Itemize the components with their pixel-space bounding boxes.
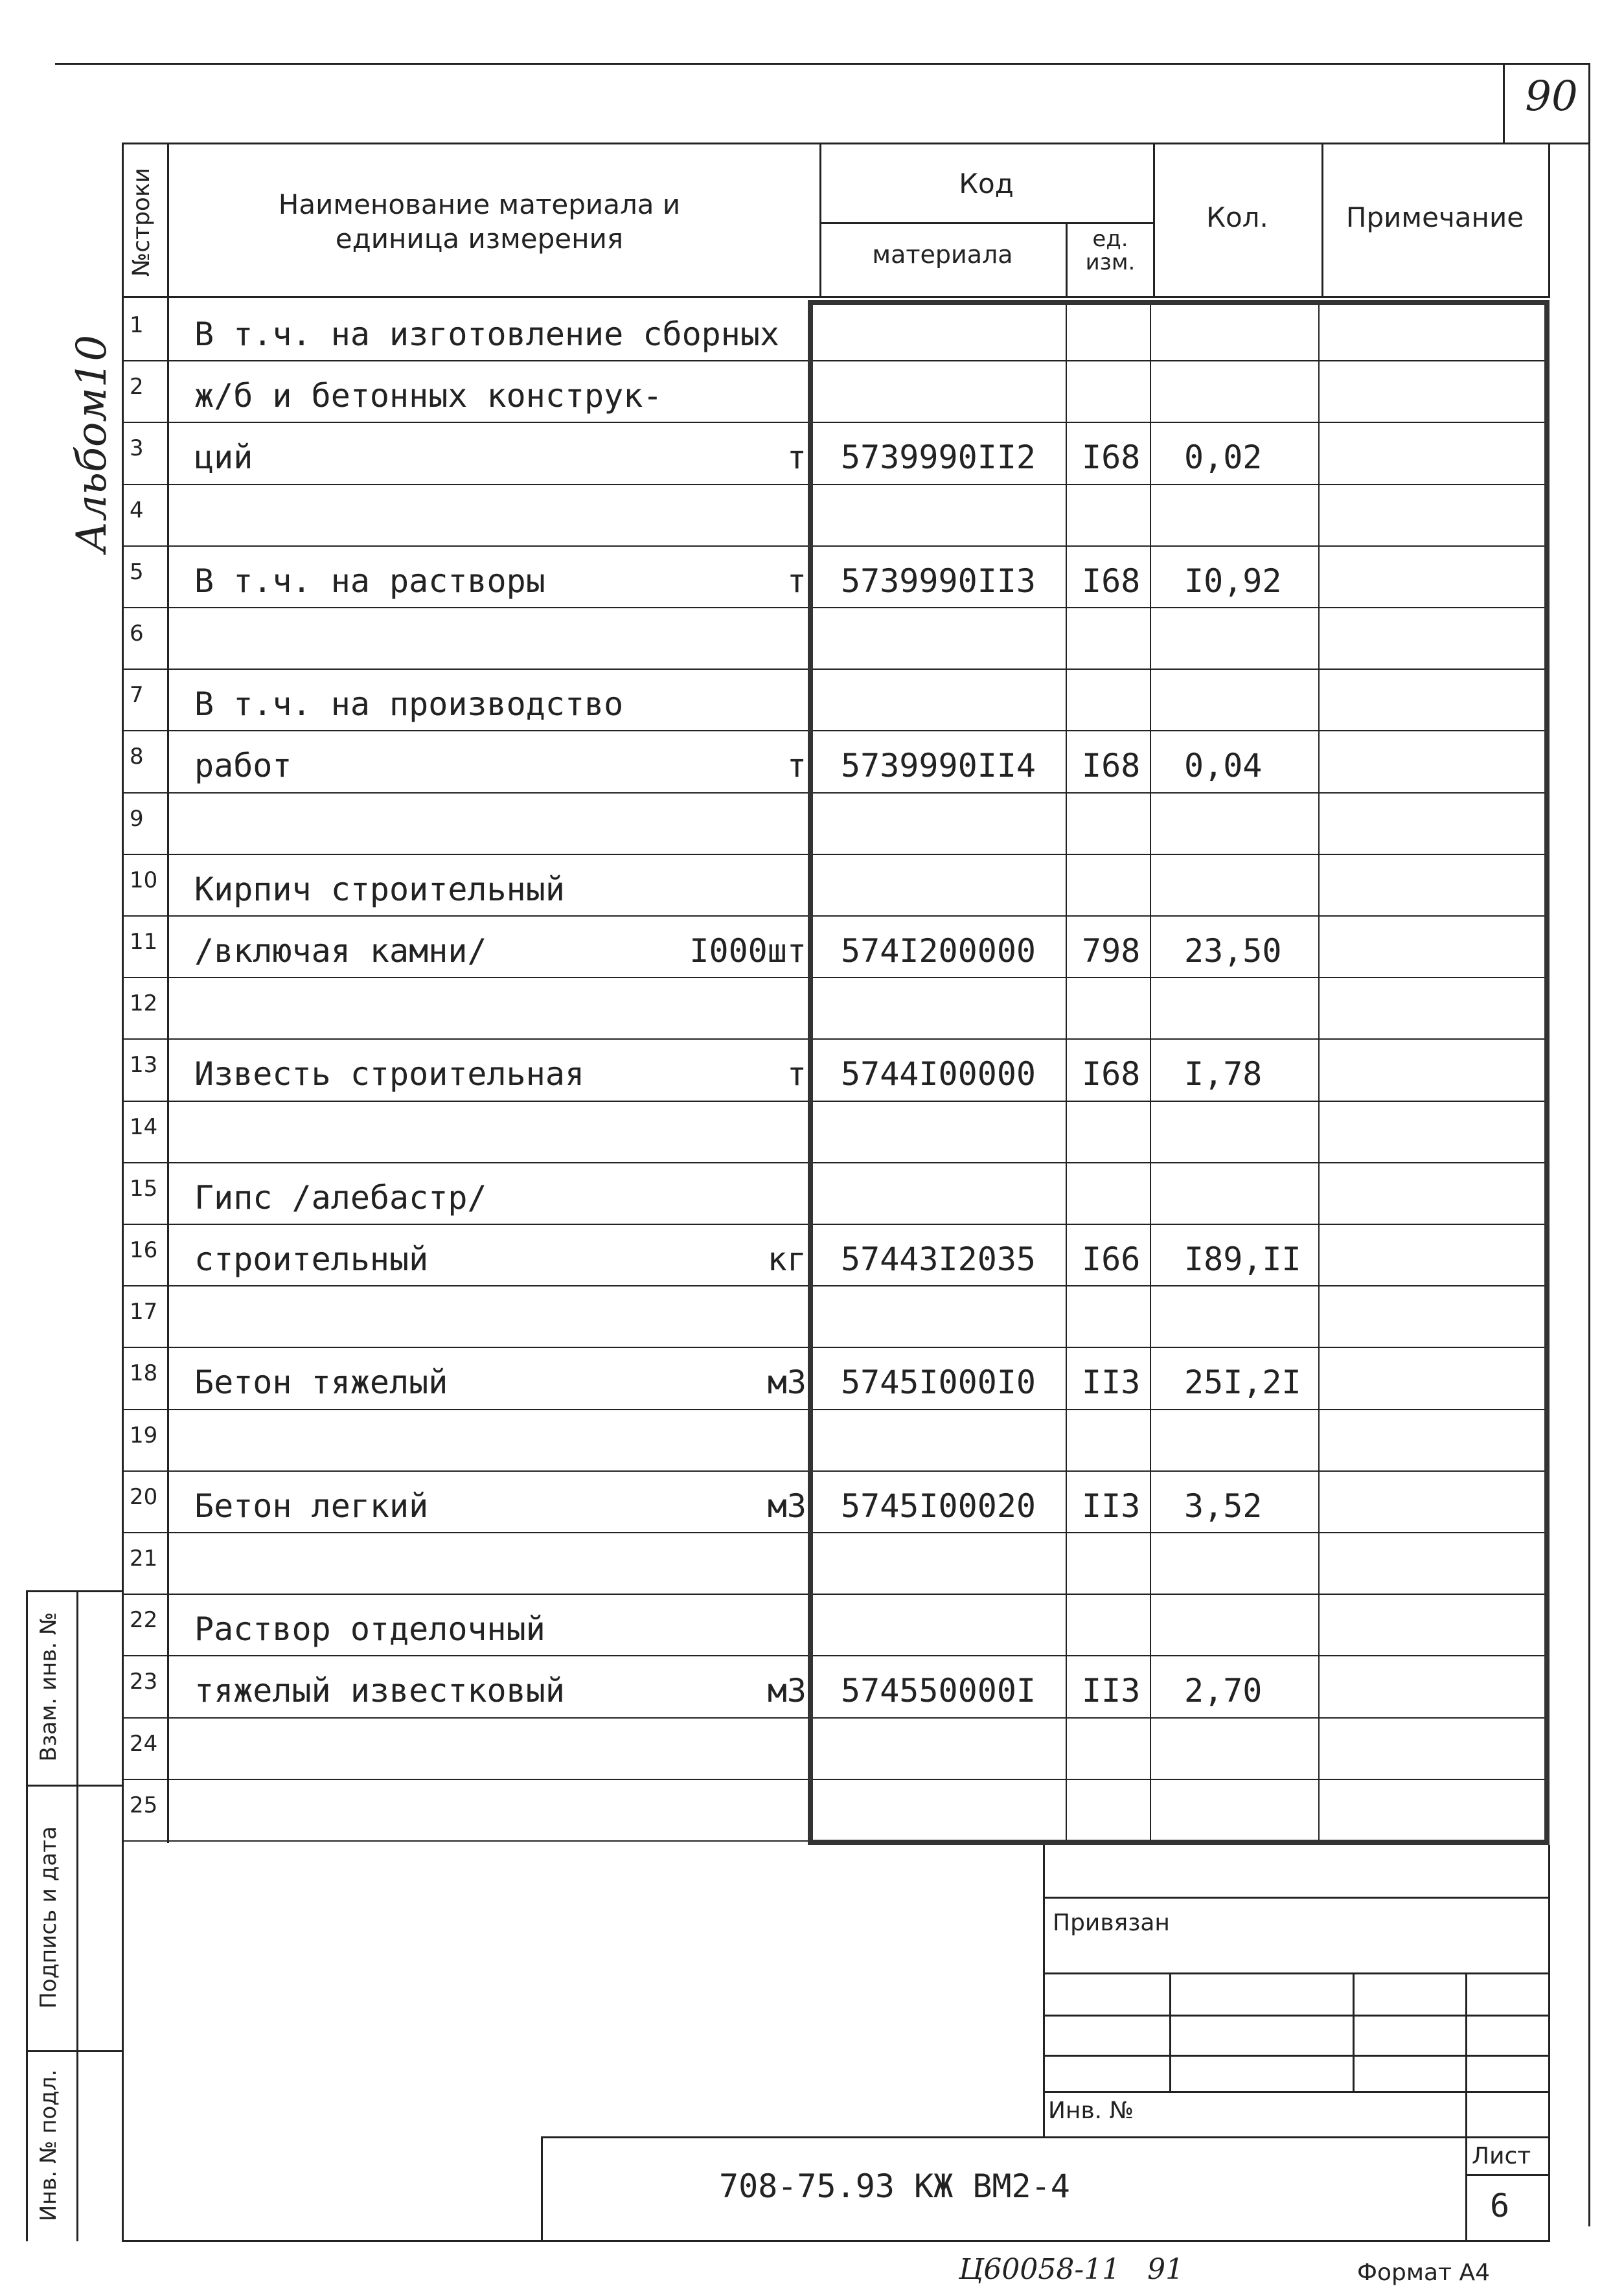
- unit-code: II3: [1082, 1364, 1141, 1401]
- material-name: Бетон тяжелый: [194, 1364, 448, 1401]
- row-number: 4: [130, 497, 144, 523]
- inv-no-label: Инв. №: [1048, 2097, 1134, 2124]
- material-code: 5744I00000: [841, 1055, 1036, 1093]
- quantity: 3,52: [1184, 1487, 1263, 1525]
- material-code: 574550000I: [841, 1672, 1036, 1709]
- unit-code: I68: [1082, 1055, 1141, 1093]
- material-name: строительный: [194, 1240, 429, 1278]
- material-name: В т.ч. на изготовление сборных: [194, 315, 780, 353]
- row-number: 24: [130, 1731, 158, 1757]
- stamp-rule: [1043, 1972, 1548, 1974]
- privyazan-label: Привязан: [1053, 1910, 1170, 1936]
- frame-left: [122, 143, 124, 2241]
- stamp-left: [1043, 1845, 1045, 2138]
- row-number: 25: [130, 1792, 158, 1818]
- handwritten-archive-number: Ц60058-11 91: [959, 2253, 1184, 2286]
- format-label: Формат А4: [1357, 2259, 1491, 2286]
- material-name: /включая камни/: [194, 932, 487, 970]
- title-block-bottom: [122, 2240, 1550, 2242]
- row-number: 14: [130, 1114, 158, 1140]
- unit-of-measure: т: [786, 747, 806, 784]
- unit-of-measure: м3: [767, 1364, 806, 1401]
- material-name: Гипс /алебастр/: [194, 1179, 487, 1217]
- stamp-rule: [1043, 2015, 1548, 2017]
- title-block-left: [541, 2136, 543, 2241]
- material-name: Кирпич строительный: [194, 871, 565, 908]
- title-block-top: [541, 2136, 1548, 2138]
- unit-code: I66: [1082, 1240, 1141, 1278]
- unit-of-measure: т: [786, 1055, 806, 1093]
- row-number: 18: [130, 1360, 158, 1386]
- row-number: 19: [130, 1423, 158, 1448]
- top-rule: [55, 63, 1590, 65]
- vzam-inv-label: Взам. инв. №: [36, 1612, 62, 1762]
- frame-top: [123, 143, 1590, 144]
- frame-right-outer: [1588, 63, 1590, 2226]
- material-name: ж/б и бетонных конструк-: [194, 377, 663, 415]
- unit-code: II3: [1082, 1487, 1141, 1525]
- row-number: 13: [130, 1052, 158, 1078]
- quantity: I89,II: [1184, 1240, 1301, 1278]
- podpis-data-label: Подпись и дата: [36, 1826, 62, 2009]
- title-block-right: [1548, 1845, 1550, 2241]
- material-name: тяжелый известковый: [194, 1672, 565, 1709]
- unit-code-header: ед. изм.: [1085, 226, 1136, 275]
- quantity: 2,70: [1184, 1672, 1263, 1709]
- material-code: 574I200000: [841, 932, 1036, 970]
- note-header: Примечание: [1345, 201, 1524, 233]
- stamp-rule: [1043, 2055, 1548, 2057]
- stamp-divider: [1353, 1972, 1355, 2091]
- side-frame-inner: [76, 1590, 78, 2241]
- row-number: 6: [130, 621, 144, 646]
- list-cell-rule: [1465, 2174, 1548, 2176]
- header-sub-rule: [819, 222, 1153, 224]
- row-number: 16: [130, 1237, 158, 1263]
- row-number: 1: [130, 312, 144, 338]
- stamp-rule: [1043, 2091, 1548, 2093]
- unit-code: I68: [1082, 747, 1141, 784]
- row-number: 3: [130, 435, 144, 461]
- unit-code: I68: [1082, 562, 1141, 600]
- quantity: 23,50: [1184, 932, 1282, 970]
- list-label: Лист: [1472, 2143, 1531, 2169]
- stamp-divider: [1465, 1972, 1467, 2241]
- row-number: 12: [130, 990, 158, 1016]
- row-number: 8: [130, 744, 144, 770]
- list-number: 6: [1490, 2187, 1510, 2224]
- row-number: 20: [130, 1484, 158, 1510]
- page-number-box-left: [1503, 63, 1505, 144]
- code-block-frame: [808, 300, 1550, 1845]
- header-col-divider: [1548, 143, 1550, 298]
- quantity: I0,92: [1184, 562, 1282, 600]
- unit-code: I68: [1082, 439, 1141, 476]
- inv-podl-label: Инв. № подл.: [36, 2069, 62, 2222]
- row-number: 5: [130, 559, 144, 585]
- side-frame-left: [26, 1590, 28, 2241]
- unit-of-measure: I000шт: [689, 932, 806, 970]
- row-number: 15: [130, 1176, 158, 1202]
- unit-of-measure: м3: [767, 1487, 806, 1525]
- quantity: 0,02: [1184, 439, 1263, 476]
- material-name: В т.ч. на растворы: [194, 562, 545, 600]
- document-designation: 708-75.93 КЖ ВМ2-4: [719, 2167, 1070, 2205]
- quantity: 0,04: [1184, 747, 1263, 784]
- header-bottom: [122, 296, 1550, 298]
- material-code-header: материала: [872, 240, 1013, 269]
- quantity: I,78: [1184, 1055, 1263, 1093]
- material-code: 5739990II2: [841, 439, 1036, 476]
- unit-code: 798: [1082, 932, 1141, 970]
- unit-of-measure: кг: [767, 1240, 806, 1278]
- row-number: 7: [130, 682, 144, 708]
- unit-code: II3: [1082, 1672, 1141, 1709]
- material-name: В т.ч. на производство: [194, 685, 624, 723]
- side-frame-rule: [26, 1785, 123, 1787]
- stamp-divider: [1169, 1972, 1171, 2091]
- row-number: 22: [130, 1607, 158, 1633]
- material-name-header: Наименование материала и единица измерения: [278, 189, 681, 255]
- code-header: Код: [959, 168, 1014, 200]
- header-col-divider: [167, 143, 169, 1843]
- row-number: 9: [130, 806, 144, 832]
- material-code: 57443I2035: [841, 1240, 1036, 1278]
- material-name: Известь строительная: [194, 1055, 585, 1093]
- row-number: 21: [130, 1546, 158, 1572]
- row-number: 2: [130, 374, 144, 400]
- row-number: 17: [130, 1299, 158, 1325]
- material-code: 5739990II4: [841, 747, 1036, 784]
- unit-of-measure: м3: [767, 1672, 806, 1709]
- side-frame-rule: [26, 2050, 123, 2052]
- quantity-header: Кол.: [1206, 201, 1268, 233]
- row-number: 11: [130, 929, 158, 955]
- material-name: ций: [194, 439, 253, 476]
- row-number: 10: [130, 867, 158, 893]
- material-code: 5745I00020: [841, 1487, 1036, 1525]
- side-frame-top: [26, 1590, 123, 1592]
- material-name: Раствор отделочный: [194, 1610, 545, 1648]
- material-name: работ: [194, 747, 292, 784]
- material-name: Бетон легкий: [194, 1487, 429, 1525]
- stamp-rule: [1043, 1897, 1548, 1899]
- row-number: 23: [130, 1669, 158, 1695]
- album-label: Альбом10: [68, 334, 116, 553]
- row-number-header: №строки: [128, 167, 155, 277]
- material-code: 5745I000I0: [841, 1364, 1036, 1401]
- quantity: 25I,2I: [1184, 1364, 1301, 1401]
- unit-of-measure: т: [786, 562, 806, 600]
- unit-of-measure: т: [786, 439, 806, 476]
- page-number: 90: [1525, 73, 1578, 120]
- material-code: 5739990II3: [841, 562, 1036, 600]
- header-col-divider: [819, 143, 821, 298]
